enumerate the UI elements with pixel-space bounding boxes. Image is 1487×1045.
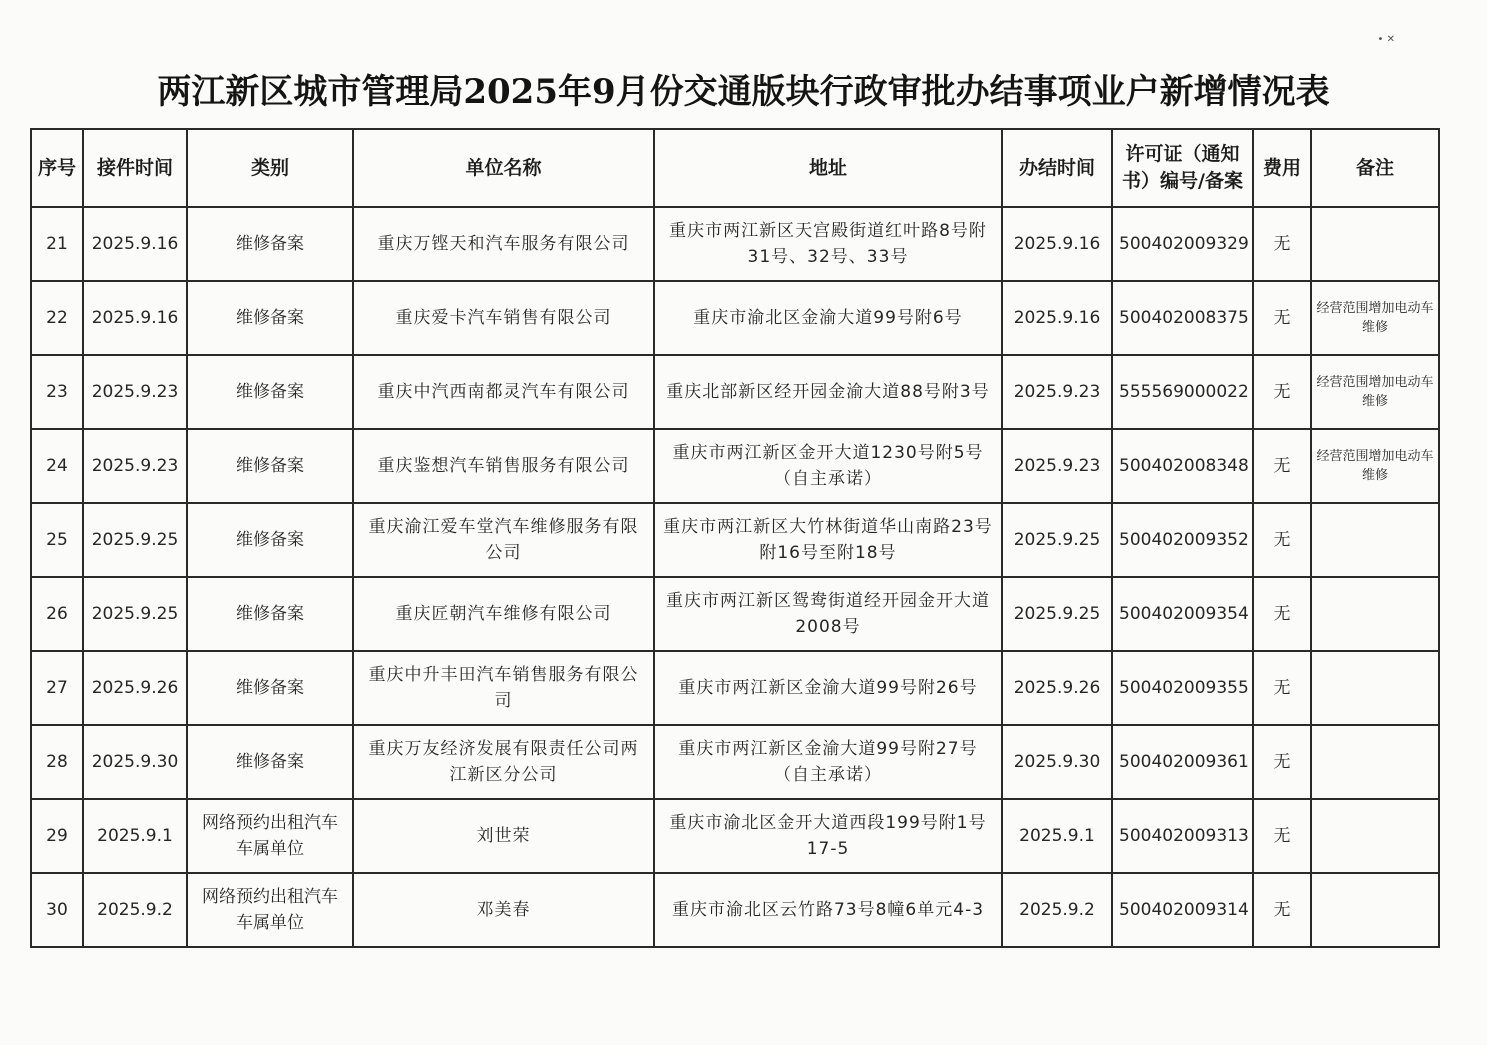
cell-received: 2025.9.30 — [83, 725, 187, 799]
cell-note — [1311, 651, 1439, 725]
cell-note — [1311, 725, 1439, 799]
cell-fee: 无 — [1253, 799, 1311, 873]
cell-license: 500402008348 — [1112, 429, 1253, 503]
cell-category: 网络预约出租汽车车属单位 — [187, 873, 353, 947]
table-row — [31, 281, 1439, 355]
cell-license: 555569000022 — [1112, 355, 1253, 429]
header-category: 类别 — [187, 129, 353, 207]
cell-unit: 重庆万友经济发展有限责任公司两江新区分公司 — [353, 725, 654, 799]
cell-license: 500402009313 — [1112, 799, 1253, 873]
cell-address: 重庆市两江新区金渝大道99号附27号（自主承诺） — [654, 725, 1002, 799]
cell-received: 2025.9.16 — [83, 281, 187, 355]
cell-completed: 2025.9.25 — [1002, 503, 1112, 577]
cell-note: 经营范围增加电动车维修 — [1311, 429, 1439, 503]
scan-mark: • ✕ — [1377, 34, 1395, 45]
cell-license: 500402009329 — [1112, 207, 1253, 281]
header-unit: 单位名称 — [353, 129, 654, 207]
cell-completed: 2025.9.23 — [1002, 355, 1112, 429]
cell-seq: 28 — [31, 725, 83, 799]
cell-received: 2025.9.1 — [83, 799, 187, 873]
cell-note — [1311, 207, 1439, 281]
table-row — [31, 651, 1439, 725]
cell-completed: 2025.9.30 — [1002, 725, 1112, 799]
table-row — [31, 429, 1439, 503]
cell-category: 维修备案 — [187, 503, 353, 577]
cell-completed: 2025.9.26 — [1002, 651, 1112, 725]
cell-fee: 无 — [1253, 503, 1311, 577]
cell-fee: 无 — [1253, 281, 1311, 355]
table-body — [31, 207, 1439, 947]
cell-category: 网络预约出租汽车车属单位 — [187, 799, 353, 873]
cell-unit: 重庆爱卡汽车销售有限公司 — [353, 281, 654, 355]
cell-fee: 无 — [1253, 577, 1311, 651]
cell-license: 500402009352 — [1112, 503, 1253, 577]
cell-address: 重庆市渝北区金渝大道99号附6号 — [654, 281, 1002, 355]
cell-seq: 22 — [31, 281, 83, 355]
header-license: 许可证（通知书）编号/备案 — [1112, 129, 1253, 207]
cell-unit: 重庆鉴想汽车销售服务有限公司 — [353, 429, 654, 503]
cell-note — [1311, 799, 1439, 873]
cell-address: 重庆市两江新区鸳鸯街道经开园金开大道2008号 — [654, 577, 1002, 651]
page-title: 两江新区城市管理局2025年9月份交通版块行政审批办结事项业户新增情况表 — [157, 72, 1330, 112]
cell-unit: 重庆中升丰田汽车销售服务有限公司 — [353, 651, 654, 725]
cell-license: 500402009355 — [1112, 651, 1253, 725]
table-row — [31, 577, 1439, 651]
cell-address: 重庆市渝北区金开大道西段199号附1号17-5 — [654, 799, 1002, 873]
cell-received: 2025.9.23 — [83, 429, 187, 503]
cell-unit: 重庆匠朝汽车维修有限公司 — [353, 577, 654, 651]
cell-note — [1311, 873, 1439, 947]
cell-category: 维修备案 — [187, 429, 353, 503]
cell-note: 经营范围增加电动车维修 — [1311, 355, 1439, 429]
cell-completed: 2025.9.2 — [1002, 873, 1112, 947]
cell-unit: 重庆渝江爱车堂汽车维修服务有限公司 — [353, 503, 654, 577]
cell-license: 500402009361 — [1112, 725, 1253, 799]
cell-received: 2025.9.25 — [83, 577, 187, 651]
cell-note — [1311, 503, 1439, 577]
cell-seq: 29 — [31, 799, 83, 873]
cell-category: 维修备案 — [187, 725, 353, 799]
cell-completed: 2025.9.1 — [1002, 799, 1112, 873]
header-address: 地址 — [654, 129, 1002, 207]
table-header-row — [31, 129, 1439, 207]
cell-fee: 无 — [1253, 355, 1311, 429]
cell-unit: 刘世荣 — [353, 799, 654, 873]
table-row — [31, 355, 1439, 429]
cell-note — [1311, 577, 1439, 651]
cell-completed: 2025.9.16 — [1002, 207, 1112, 281]
cell-address: 重庆市渝北区云竹路73号8幢6单元4-3 — [654, 873, 1002, 947]
cell-address: 重庆市两江新区金渝大道99号附26号 — [654, 651, 1002, 725]
cell-license: 500402009354 — [1112, 577, 1253, 651]
cell-completed: 2025.9.25 — [1002, 577, 1112, 651]
cell-seq: 25 — [31, 503, 83, 577]
cell-received: 2025.9.23 — [83, 355, 187, 429]
header-completed: 办结时间 — [1002, 129, 1112, 207]
cell-completed: 2025.9.16 — [1002, 281, 1112, 355]
cell-category: 维修备案 — [187, 207, 353, 281]
cell-received: 2025.9.2 — [83, 873, 187, 947]
cell-fee: 无 — [1253, 873, 1311, 947]
cell-completed: 2025.9.23 — [1002, 429, 1112, 503]
table-row — [31, 873, 1439, 947]
table-row — [31, 207, 1439, 281]
cell-received: 2025.9.16 — [83, 207, 187, 281]
cell-unit: 邓美春 — [353, 873, 654, 947]
cell-seq: 27 — [31, 651, 83, 725]
cell-fee: 无 — [1253, 429, 1311, 503]
cell-unit: 重庆万铿天和汽车服务有限公司 — [353, 207, 654, 281]
cell-unit: 重庆中汽西南都灵汽车有限公司 — [353, 355, 654, 429]
table-row — [31, 799, 1439, 873]
cell-category: 维修备案 — [187, 577, 353, 651]
table-row — [31, 503, 1439, 577]
cell-note: 经营范围增加电动车维修 — [1311, 281, 1439, 355]
table-row — [31, 725, 1439, 799]
approval-table — [30, 128, 1440, 948]
cell-fee: 无 — [1253, 725, 1311, 799]
cell-seq: 30 — [31, 873, 83, 947]
header-seq: 序号 — [31, 129, 83, 207]
cell-seq: 26 — [31, 577, 83, 651]
cell-received: 2025.9.25 — [83, 503, 187, 577]
header-received: 接件时间 — [83, 129, 187, 207]
cell-seq: 23 — [31, 355, 83, 429]
header-note: 备注 — [1311, 129, 1439, 207]
cell-seq: 24 — [31, 429, 83, 503]
cell-address: 重庆市两江新区天宫殿街道红叶路8号附31号、32号、33号 — [654, 207, 1002, 281]
header-fee: 费用 — [1253, 129, 1311, 207]
cell-seq: 21 — [31, 207, 83, 281]
cell-address: 重庆市两江新区大竹林街道华山南路23号附16号至附18号 — [654, 503, 1002, 577]
cell-fee: 无 — [1253, 651, 1311, 725]
cell-address: 重庆北部新区经开园金渝大道88号附3号 — [654, 355, 1002, 429]
cell-received: 2025.9.26 — [83, 651, 187, 725]
cell-license: 500402009314 — [1112, 873, 1253, 947]
cell-license: 500402008375 — [1112, 281, 1253, 355]
cell-category: 维修备案 — [187, 281, 353, 355]
cell-category: 维修备案 — [187, 355, 353, 429]
cell-fee: 无 — [1253, 207, 1311, 281]
cell-address: 重庆市两江新区金开大道1230号附5号（自主承诺） — [654, 429, 1002, 503]
cell-category: 维修备案 — [187, 651, 353, 725]
